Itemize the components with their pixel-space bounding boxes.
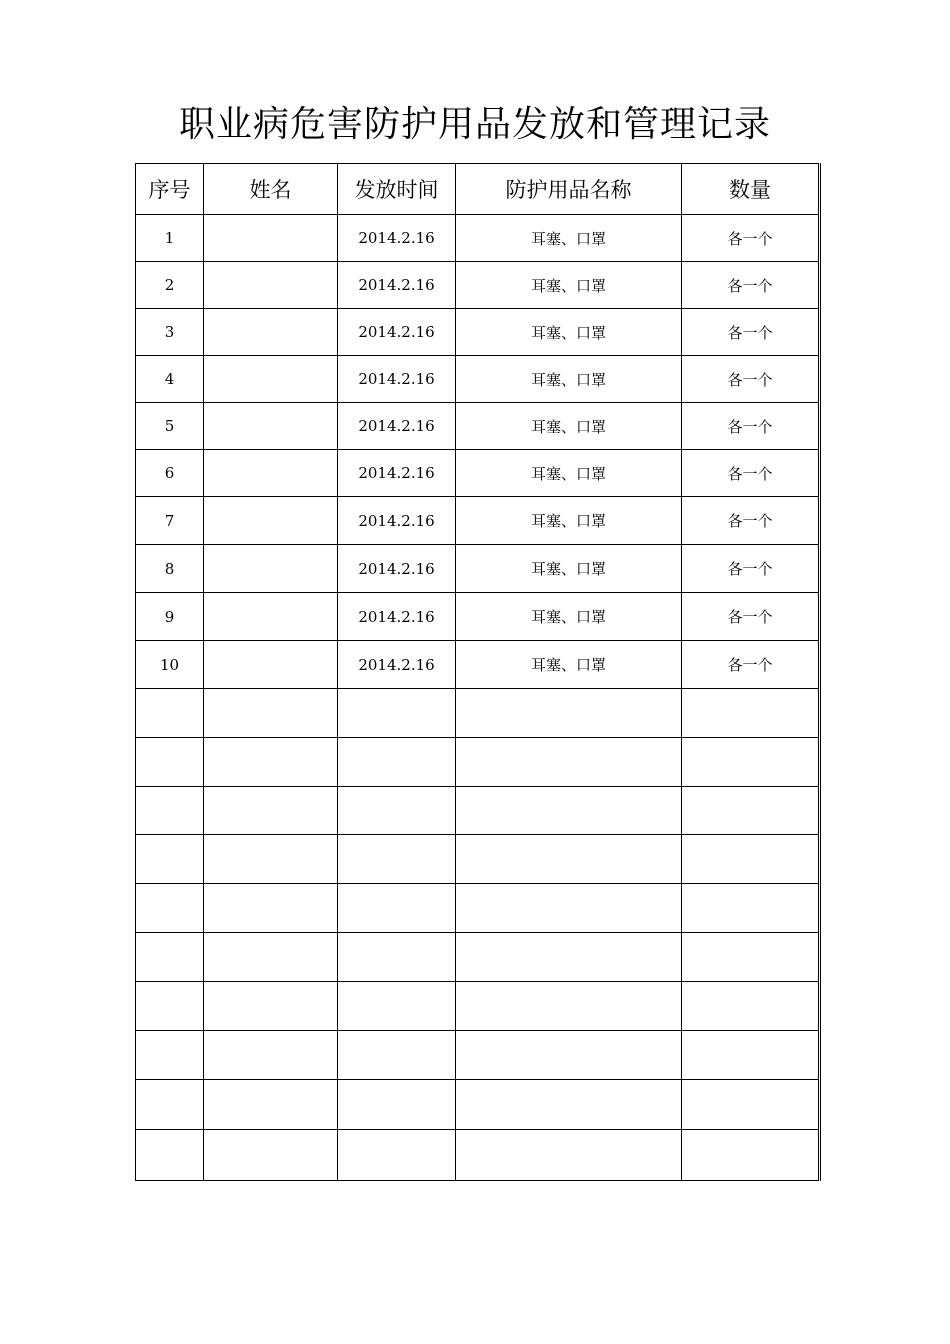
cell-name xyxy=(204,933,338,982)
cell-serial-number: 2 xyxy=(136,262,204,309)
table-row xyxy=(136,1080,819,1130)
cell-serial-number: 7 xyxy=(136,497,204,545)
cell-serial-number xyxy=(136,1031,204,1080)
cell-quantity xyxy=(682,1080,819,1130)
cell-name xyxy=(204,884,338,933)
cell-issue-date xyxy=(338,1130,456,1181)
cell-name xyxy=(204,545,338,593)
table-row xyxy=(136,738,819,787)
header-name: 姓名 xyxy=(204,164,338,215)
cell-issue-date: 2014.2.16 xyxy=(338,215,456,262)
cell-name xyxy=(204,593,338,641)
header-item-name: 防护用品名称 xyxy=(456,164,682,215)
cell-item-name: 耳塞、口罩 xyxy=(456,309,682,356)
table-header-row xyxy=(136,164,819,215)
cell-item-name xyxy=(456,689,682,738)
table-body xyxy=(136,215,819,1181)
cell-issue-date: 2014.2.16 xyxy=(338,545,456,593)
table-row xyxy=(136,545,819,593)
table-row xyxy=(136,356,819,403)
table-row xyxy=(136,497,819,545)
cell-issue-date: 2014.2.16 xyxy=(338,403,456,450)
cell-name xyxy=(204,1080,338,1130)
cell-name xyxy=(204,403,338,450)
cell-issue-date xyxy=(338,738,456,787)
cell-quantity xyxy=(682,835,819,884)
table-row xyxy=(136,835,819,884)
cell-name xyxy=(204,641,338,689)
cell-serial-number: 6 xyxy=(136,450,204,497)
cell-issue-date xyxy=(338,835,456,884)
cell-serial-number: 5 xyxy=(136,403,204,450)
cell-serial-number: 1 xyxy=(136,215,204,262)
cell-serial-number xyxy=(136,884,204,933)
outer-border-rule xyxy=(820,163,821,1181)
table-row xyxy=(136,593,819,641)
cell-issue-date xyxy=(338,884,456,933)
cell-item-name: 耳塞、口罩 xyxy=(456,450,682,497)
table-row xyxy=(136,982,819,1031)
cell-name xyxy=(204,787,338,835)
cell-issue-date: 2014.2.16 xyxy=(338,262,456,309)
cell-issue-date: 2014.2.16 xyxy=(338,309,456,356)
cell-serial-number: 9 xyxy=(136,593,204,641)
cell-quantity: 各一个 xyxy=(682,356,819,403)
cell-serial-number: 3 xyxy=(136,309,204,356)
cell-issue-date: 2014.2.16 xyxy=(338,356,456,403)
cell-name xyxy=(204,1130,338,1181)
table-row xyxy=(136,309,819,356)
table-row xyxy=(136,933,819,982)
cell-quantity xyxy=(682,1031,819,1080)
cell-issue-date xyxy=(338,933,456,982)
table-row xyxy=(136,215,819,262)
cell-quantity: 各一个 xyxy=(682,262,819,309)
cell-issue-date xyxy=(338,689,456,738)
cell-quantity xyxy=(682,787,819,835)
table-row xyxy=(136,884,819,933)
cell-item-name: 耳塞、口罩 xyxy=(456,262,682,309)
cell-item-name xyxy=(456,1130,682,1181)
cell-issue-date xyxy=(338,1080,456,1130)
cell-name xyxy=(204,689,338,738)
cell-quantity xyxy=(682,738,819,787)
cell-item-name xyxy=(456,933,682,982)
cell-serial-number xyxy=(136,689,204,738)
cell-item-name: 耳塞、口罩 xyxy=(456,215,682,262)
cell-item-name: 耳塞、口罩 xyxy=(456,641,682,689)
table-row xyxy=(136,689,819,738)
cell-item-name xyxy=(456,835,682,884)
cell-item-name xyxy=(456,738,682,787)
cell-item-name: 耳塞、口罩 xyxy=(456,497,682,545)
cell-issue-date xyxy=(338,787,456,835)
cell-quantity: 各一个 xyxy=(682,309,819,356)
header-issue-date: 发放时间 xyxy=(338,164,456,215)
cell-name xyxy=(204,1031,338,1080)
cell-serial-number xyxy=(136,982,204,1031)
cell-quantity: 各一个 xyxy=(682,215,819,262)
cell-serial-number xyxy=(136,787,204,835)
cell-quantity: 各一个 xyxy=(682,450,819,497)
cell-quantity xyxy=(682,982,819,1031)
cell-item-name: 耳塞、口罩 xyxy=(456,545,682,593)
cell-serial-number: 4 xyxy=(136,356,204,403)
header-serial-number: 序号 xyxy=(136,164,204,215)
cell-quantity xyxy=(682,1130,819,1181)
cell-name xyxy=(204,497,338,545)
cell-issue-date: 2014.2.16 xyxy=(338,593,456,641)
cell-name xyxy=(204,835,338,884)
cell-issue-date xyxy=(338,982,456,1031)
table-row xyxy=(136,450,819,497)
cell-quantity: 各一个 xyxy=(682,403,819,450)
cell-quantity xyxy=(682,933,819,982)
cell-name xyxy=(204,215,338,262)
document-title: 职业病危害防护用品发放和管理记录 xyxy=(178,104,771,145)
cell-quantity xyxy=(682,689,819,738)
cell-item-name xyxy=(456,982,682,1031)
table-row xyxy=(136,403,819,450)
cell-serial-number xyxy=(136,933,204,982)
cell-quantity: 各一个 xyxy=(682,497,819,545)
cell-serial-number xyxy=(136,738,204,787)
table-row xyxy=(136,1130,819,1181)
cell-issue-date: 2014.2.16 xyxy=(338,641,456,689)
cell-issue-date xyxy=(338,1031,456,1080)
table-row xyxy=(136,1031,819,1080)
cell-item-name xyxy=(456,1031,682,1080)
cell-serial-number xyxy=(136,1130,204,1181)
cell-quantity: 各一个 xyxy=(682,641,819,689)
cell-item-name xyxy=(456,787,682,835)
cell-item-name xyxy=(456,884,682,933)
cell-item-name: 耳塞、口罩 xyxy=(456,403,682,450)
distribution-record-table xyxy=(135,163,819,1181)
cell-serial-number: 8 xyxy=(136,545,204,593)
header-quantity: 数量 xyxy=(682,164,819,215)
cell-item-name xyxy=(456,1080,682,1130)
table-row xyxy=(136,787,819,835)
cell-serial-number: 10 xyxy=(136,641,204,689)
table-row xyxy=(136,262,819,309)
cell-name xyxy=(204,262,338,309)
cell-serial-number xyxy=(136,1080,204,1130)
cell-item-name: 耳塞、口罩 xyxy=(456,593,682,641)
cell-quantity: 各一个 xyxy=(682,593,819,641)
cell-quantity: 各一个 xyxy=(682,545,819,593)
cell-name xyxy=(204,738,338,787)
cell-issue-date: 2014.2.16 xyxy=(338,497,456,545)
cell-name xyxy=(204,309,338,356)
cell-quantity xyxy=(682,884,819,933)
table-row xyxy=(136,641,819,689)
cell-name xyxy=(204,356,338,403)
cell-name xyxy=(204,450,338,497)
cell-name xyxy=(204,982,338,1031)
cell-serial-number xyxy=(136,835,204,884)
cell-issue-date: 2014.2.16 xyxy=(338,450,456,497)
cell-item-name: 耳塞、口罩 xyxy=(456,356,682,403)
